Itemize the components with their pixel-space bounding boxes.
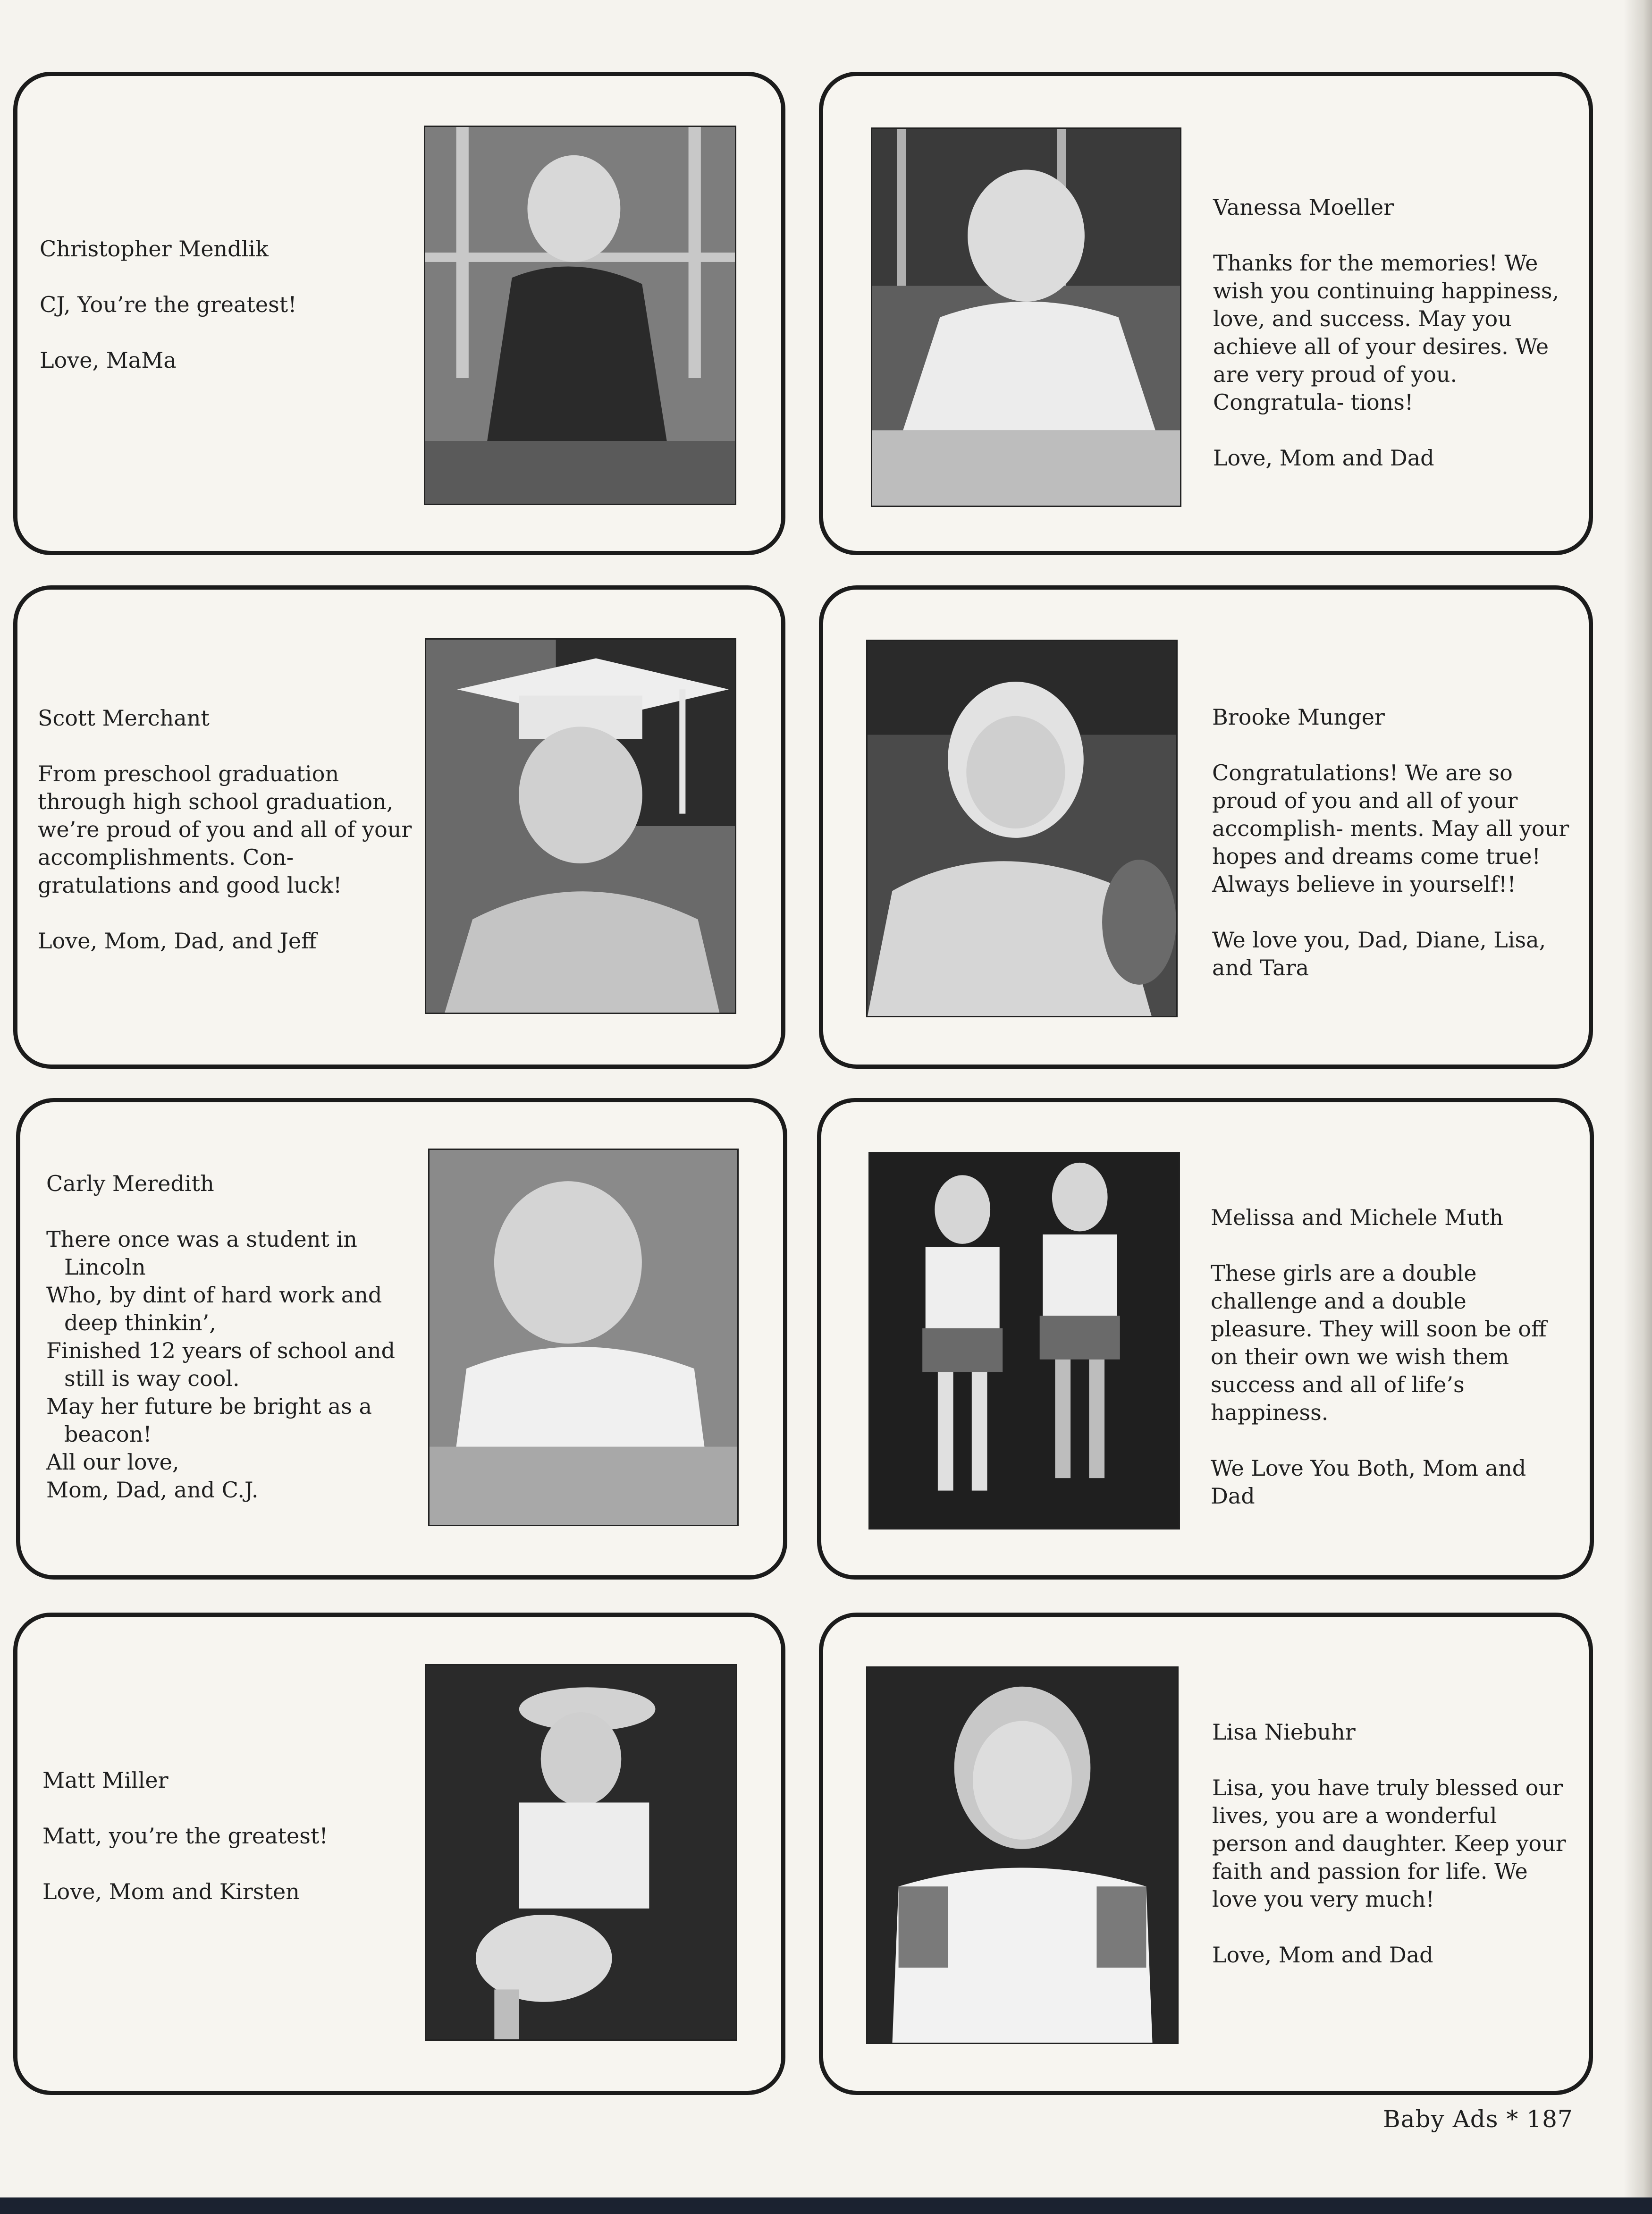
baby-photo-lisa-niebuhr (866, 1666, 1179, 2044)
ad-name: Matt Miller (42, 1767, 169, 1793)
ad-text-lisa-niebuhr (1212, 1718, 1571, 1969)
poem-line: There once was a student in Lincoln (46, 1226, 357, 1280)
poem-line: May her future be bright as a beacon! (46, 1394, 372, 1447)
ad-message: Matt, you’re the greatest! (42, 1823, 328, 1849)
ad-message: From preschool graduation through high school graduation, we’re proud of you and all of your accomplishments. Con- gratulations and good luck! (38, 761, 412, 898)
ad-poem (46, 1225, 405, 1504)
page-right-edge (1624, 0, 1652, 2197)
baby-photo-muth-twins (868, 1152, 1180, 1530)
ad-message: Congratulations! We are so proud of you and all of your accomplish- ments. May all your hopes and dreams come true! Always believe in yourself!! (1212, 760, 1569, 897)
ad-signoff: We Love You Both, Mom and Dad (1211, 1455, 1526, 1509)
ad-message: CJ, You’re the greatest! (40, 292, 297, 317)
page-footer: Baby Ads * 187 (1383, 2105, 1573, 2133)
baby-photo-christopher-mendlik (424, 126, 736, 505)
ad-signoff: We love you, Dad, Diane, Lisa, and Tara (1212, 927, 1546, 980)
ad-name: Lisa Niebuhr (1212, 1719, 1356, 1745)
ad-signoff: Love, Mom and Kirsten (42, 1879, 300, 1904)
ad-signoff: Love, Mom and Dad (1213, 445, 1434, 471)
baby-photo-carly-meredith (428, 1149, 739, 1526)
ad-name: Vanessa Moeller (1213, 194, 1394, 220)
ad-name: Scott Merchant (38, 705, 210, 731)
ad-message: These girls are a double challenge and a double pleasure. They will soon be off on their own we wish them success and all of life’s happiness. (1211, 1260, 1547, 1425)
ad-text-muth-twins (1211, 1204, 1569, 1510)
ad-text-matt-miller (42, 1766, 420, 1906)
ad-text-vanessa-moeller (1213, 194, 1572, 472)
ad-text-carly-meredith (46, 1170, 405, 1504)
ad-signoff: Love, Mom, Dad, and Jeff (38, 928, 317, 954)
ad-name: Melissa and Michele Muth (1211, 1205, 1503, 1230)
ad-text-scott-merchant (38, 704, 415, 955)
ad-signoff: Love, Mom and Dad (1212, 1942, 1433, 1968)
poem-line: Finished 12 years of school and still is way cool. (46, 1338, 396, 1391)
ad-signoff: Love, MaMa (40, 347, 177, 373)
ad-name: Brooke Munger (1212, 704, 1385, 730)
poem-line: Who, by dint of hard work and deep thinkin’, (46, 1282, 382, 1335)
ad-name: Christopher Mendlik (40, 236, 269, 262)
poem-line: All our love, (46, 1449, 179, 1475)
ad-message: Lisa, you have truly blessed our lives, you are a wonderful person and daughter. Keep your faith and passion for life. We love you very much! (1212, 1775, 1566, 1912)
ad-message: Thanks for the memories! We wish you continuing happiness, love, and success. May you achieve all of your desires. We are very proud of you. Congratula- tions! (1213, 250, 1559, 415)
baby-photo-scott-merchant (425, 638, 736, 1014)
page-bottom-edge (0, 2197, 1652, 2214)
ad-name: Carly Meredith (46, 1171, 214, 1196)
ad-text-christopher-mendlik (40, 235, 417, 374)
poem-line: Mom, Dad, and C.J. (46, 1477, 259, 1503)
ad-text-brooke-munger (1212, 703, 1571, 982)
baby-photo-vanessa-moeller (871, 127, 1181, 507)
baby-photo-matt-miller (425, 1664, 737, 2041)
baby-photo-brooke-munger (866, 640, 1178, 1017)
